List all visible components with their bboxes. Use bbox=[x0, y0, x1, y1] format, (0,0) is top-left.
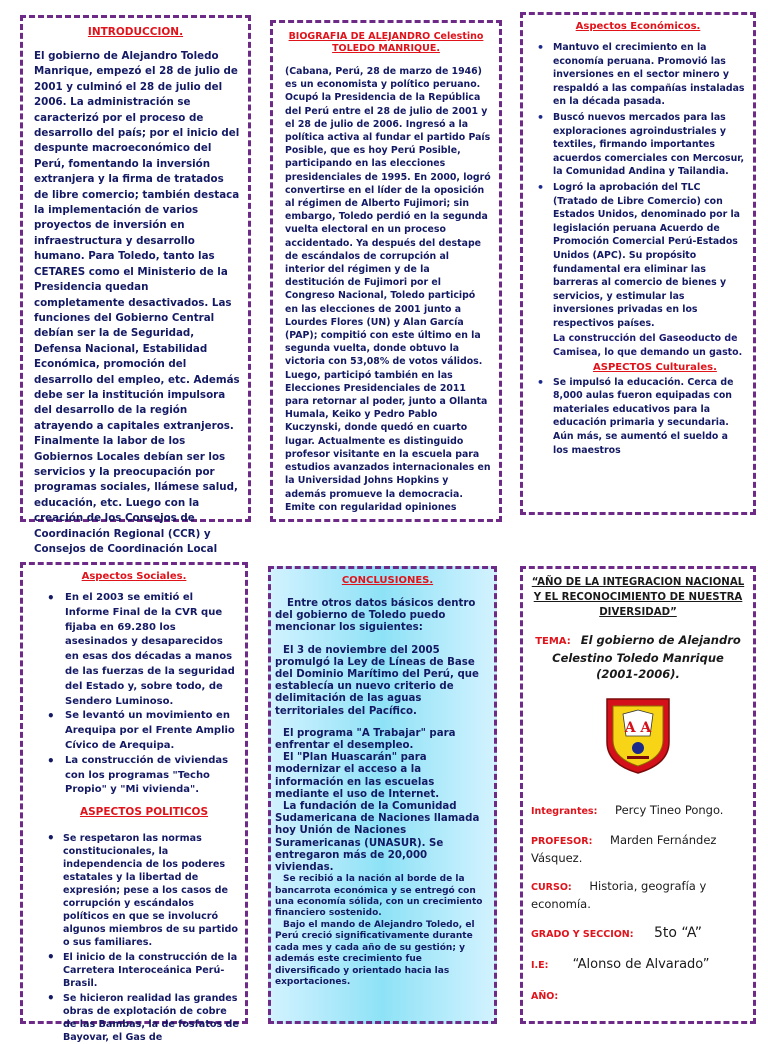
conclusions-intro: Entre otros datos básicos dentro del gobierno de Toledo puedo mencionar los siguientes: bbox=[275, 598, 476, 634]
school-crest-icon bbox=[603, 696, 673, 776]
camisea-text: La construcción del Gaseoducto de Camisea, lo que demando un gasto. bbox=[553, 333, 743, 359]
economic-aspects-list bbox=[523, 41, 753, 330]
teacher-row bbox=[523, 832, 753, 866]
biography-panel bbox=[270, 20, 502, 522]
list-item: • Buscó nuevos mercados para las exploraciones agroindustriales y textiles, firmando importantes acuerdos comerciales con Mercosur, la Comunidad Andina y Tailandia. bbox=[537, 111, 745, 179]
grade-value: 5to “A” bbox=[654, 925, 702, 941]
political-aspects-title: ASPECTOS POLITICOS bbox=[79, 806, 209, 819]
introduction-text: El gobierno de Alejandro Toledo Manrique, empezó el 28 de julio de 2001 y culminó el 28 de julio del 2006. La administración se caracterizó por el proceso de desarrollo del país; por el inicio del despunte macroeconómico del Perú, fomentando la inversión extranjera y la firma de tratados de libre comercio; también destaca la implementación de varios proyectos de inversión en infraestructura y desarrollo humano. Para Toledo, tanto las CETARES como el Ministerio de la Presidencia quedan completamente desactivados. Las funciones del Gobierno Central debían ser la de Seguridad, Defensa Nacional, Estabilidad Económica, promoción del desarrollo del empleo, etc. Además debe ser la institución impulsora del desarrollo de la región atrayendo a capitales extranjeros. Finalmente la labor de los Gobiernos Locales debían ser los servicios y la preocupación por programas sociales, llámese salud, educación, etc. Luego con la creación de los Consejos de Coordinación Regional (CCR) y Consejos de Coordinación Local bbox=[34, 50, 240, 555]
conclusion-paragraph: La fundación de la Comunidad Sudamericana de Naciones llamada hoy Unión de Naciones Suramericanas (UNASUR). Se entregaron más de 20,000 viviendas. bbox=[275, 801, 480, 874]
members-label: Integrantes: bbox=[531, 806, 598, 817]
conclusion-paragraph: El "Plan Huascarán" para modernizar el acceso a la información en las escuelas mediante el uso de Internet. bbox=[275, 752, 440, 800]
economic-aspects-panel bbox=[520, 12, 756, 515]
introduction-title: INTRODUCCION. bbox=[87, 26, 184, 38]
list-item: • La construcción de viviendas con los programas "Techo Propio" y "Mi vivienda". bbox=[37, 754, 239, 798]
social-aspects-panel bbox=[20, 562, 248, 1044]
members-row bbox=[523, 802, 753, 820]
conclusion-paragraph: El 3 de noviembre del 2005 promulgó la Ley de Líneas de Base del Dominio Marítimo del Perú, que establecía un nuevo criterio de delimitación de las aguas territoriales del Pacífico. bbox=[275, 644, 479, 717]
introduction-panel bbox=[20, 15, 251, 555]
conclusion-paragraph: Bajo el mando de Alejandro Toledo, el Perú creció significativamente durante cada mes y cada año de su gestión; y además este crecimiento fue diversificado y orientado hacia las exportaciones. bbox=[275, 919, 475, 987]
cover-panel bbox=[520, 566, 756, 1024]
cultural-aspects-list bbox=[523, 376, 753, 458]
list-item: • Se respetaron las normas constitucionales, la independencia de los poderes estatales y la libertad de expresión; pese a los casos de corrupción y escándalos políticos en que se involucró algunos miembros de su partido o sus familiares. bbox=[37, 832, 239, 949]
school-label: I.E: bbox=[531, 960, 549, 971]
grade-label: GRADO Y SECCION: bbox=[531, 929, 634, 940]
social-aspects-title: Aspectos Sociales. bbox=[81, 571, 187, 582]
topic-text: El gobierno de Alejandro Celestino Toledo Manrique (2001-2006). bbox=[552, 633, 741, 681]
political-aspects-list bbox=[23, 832, 245, 1044]
conclusion-paragraph: El programa "A Trabajar" para enfrentar el desempleo. bbox=[275, 727, 456, 752]
topic-label: TEMA: bbox=[535, 636, 571, 647]
members-value: Percy Tineo Pongo. bbox=[615, 803, 724, 817]
list-item: • Se levantó un movimiento en Arequipa por el Frente Amplio Cívico de Arequipa. bbox=[37, 709, 239, 753]
year-row bbox=[523, 987, 753, 1005]
year-motto-heading: “AÑO DE LA INTEGRACION NACIONAL Y EL RECONOCIMIENTO DE NUESTRA DIVERSIDAD” bbox=[531, 577, 745, 618]
school-row bbox=[523, 956, 753, 975]
list-item: • Logró la aprobación del TLC (Tratado de Libre Comercio) con Estados Unidos, denominado por la legislación peruana Acuerdo de Promoción Comercial Perú-Estados Unidos (APC). Su propósito fundamental era eliminar las barreras al comercio de bienes y servicios, y estimular las inversiones privadas en los respectivos países. bbox=[537, 181, 745, 331]
year-label: AÑO: bbox=[531, 991, 559, 1002]
conclusions-panel bbox=[268, 566, 497, 1024]
list-item: • Se hicieron realidad las grandes obras de explotación de cobre de las Bambas, la de fosfatos de Bayovar, el Gas de bbox=[37, 992, 239, 1044]
conclusion-paragraph: Se recibió a la nación al borde de la bancarrota económica y se entregó con una economía sólida, con un crecimiento financiero sostenido. bbox=[275, 874, 483, 919]
conclusions-title: CONCLUSIONES. bbox=[341, 575, 434, 586]
teacher-value: Marden Fernández Vásquez. bbox=[531, 833, 717, 865]
grade-row bbox=[523, 924, 753, 944]
cultural-aspects-title: ASPECTOS Culturales. bbox=[593, 361, 717, 373]
biography-text: (Cabana, Perú, 28 de marzo de 1946) es un economista y político peruano. Ocupó la Presidencia de la República del Perú entre el 28 de julio de 2001 y el 28 de julio de 2006. Ingresó a la política activa al fundar el partido País Posible, que es hoy Perú Posible, participando en las elecciones presidenciales de 1995. En 2000, logró convertirse en el líder de la oposición al régimen de Alberto Fujimori; sin embargo, Toledo perdió en la segunda vuelta electoral en un proceso accidentado. Ya después del destape de escándalos de corrupción al interior del régimen y de la destitución de Fujimori por el Congreso Nacional, Toledo participó en las elecciones de 2001 junto a Lourdes Flores (UN) y Alan García (PAP); compitió con este último en la segunda vuelta, donde obtuvo la victoria con 53,08% de votos válidos. Luego, participó también en las Elecciones Presidenciales de 2011 para retornar al poder, junto a Ollanta Humala, Keiko y Pedro Pablo Kuczynski, donde quedó en cuarto lugar. Actualmente es distinguido profesor visitante en la escuela para estudios avanzados internacionales en la Universidad Johns Hopkins y además promueve la democracia. Emite con regularidad opiniones bbox=[285, 66, 491, 513]
list-item: • Se impulsó la educación. Cerca de 8,000 aulas fueron equipadas con materiales educativos para la educación primaria y secundaria. Aún más, se aumentó el sueldo a los maestros bbox=[537, 376, 745, 458]
school-value: “Alonso de Alvarado” bbox=[572, 957, 710, 972]
course-value: Historia, geografía y economía. bbox=[531, 879, 707, 911]
list-item: • Mantuvo el crecimiento en la economía peruana. Promovió las inversiones en el sector minero y respaldó a las compañías instaladas en la década pasada. bbox=[537, 41, 745, 109]
course-row bbox=[523, 878, 753, 912]
topic-block bbox=[531, 632, 745, 682]
social-aspects-list bbox=[23, 591, 245, 798]
economic-aspects-title: Aspectos Económicos. bbox=[575, 21, 701, 32]
biography-title: BIOGRAFIA DE ALEJANDRO Celestino TOLEDO MANRIQUE. bbox=[288, 31, 484, 54]
list-item: • El inicio de la construcción de la Carretera Interoceánica Perú-Brasil. bbox=[37, 951, 239, 990]
conclusions-body bbox=[271, 598, 494, 988]
list-item: • En el 2003 se emitió el Informe Final de la CVR que fijaba en 69.280 los asesinados y desaparecidos en esas dos décadas a manos de las fuerzas de la seguridad del Estado y, sobre todo, de Sendero Luminoso. bbox=[37, 591, 239, 709]
crest-letters: A A bbox=[624, 720, 652, 736]
course-label: CURSO: bbox=[531, 882, 572, 893]
teacher-label: PROFESOR: bbox=[531, 836, 593, 847]
